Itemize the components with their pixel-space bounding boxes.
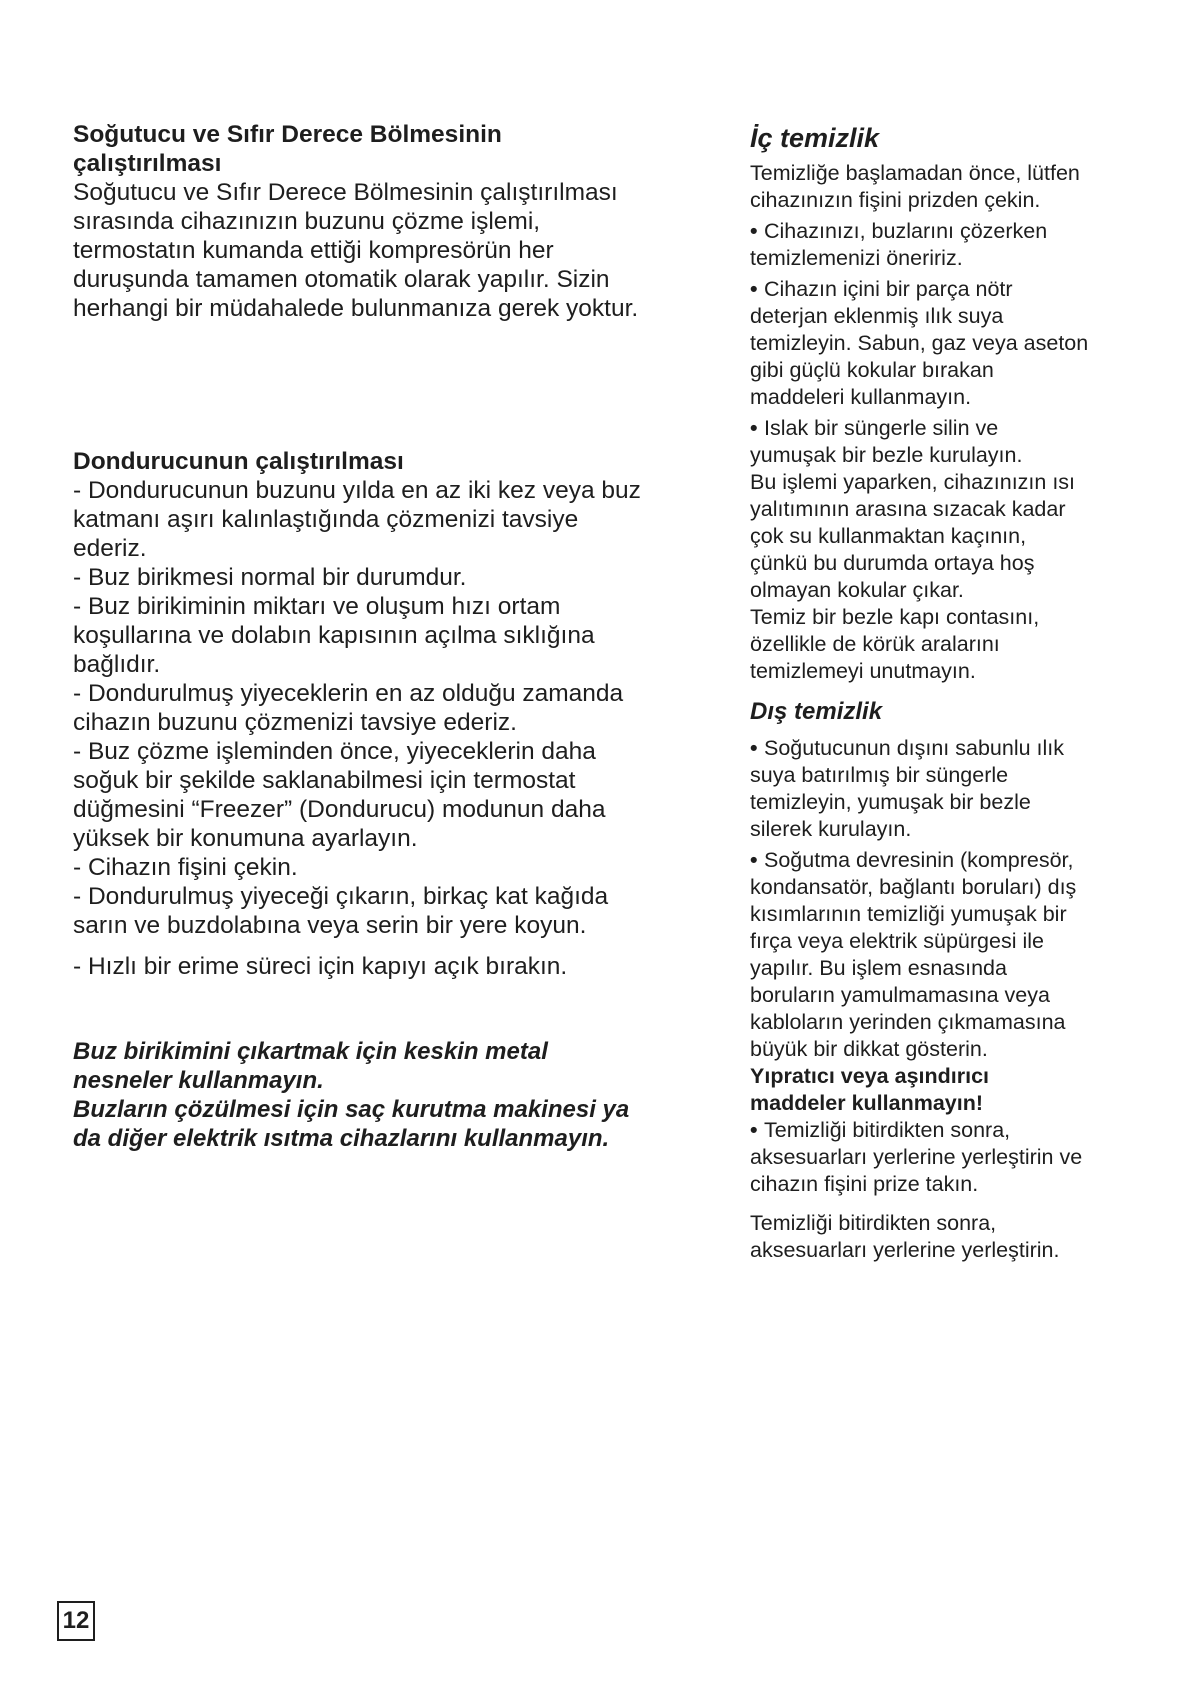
text-line: büyük bir dikkat gösterin. [750,1037,988,1061]
text-line: maddeler kullanmayın! [750,1091,983,1115]
outer-bullet-2 [750,847,1150,1063]
text-line: kondansatör, bağlantı boruları) dış [750,875,1077,899]
body-line: ederiz. [73,535,147,562]
inner-bullet-3 [750,415,1150,469]
warning-text [73,1037,693,1153]
body-line: - Dondurulmuş yiyeceklerin en az olduğu zamanda [73,680,624,707]
body-line: - Buz birikmesi normal bir durumdur. [73,564,467,591]
bullet-icon: • [750,219,758,243]
text-line: temizlemeyi unutmayın. [750,659,976,683]
outer-bullet-1 [750,735,1150,843]
body-line: - Dondurucunun buzunu yılda en az iki kez veya buz [73,477,641,504]
right-column [750,120,1150,1264]
body-line: sarın ve buzdolabına veya serin bir yere koyun. [73,912,587,939]
text-line: Soğutma devresinin (kompresör, [764,848,1074,872]
body-line: termostatın kumanda ettiği kompresörün her [73,237,554,264]
text-line: gibi güçlü kokular bırakan [750,358,994,382]
section1-title [73,120,693,178]
text-line: çok su kullanmaktan kaçının, [750,524,1027,548]
body-line: Soğutucu ve Sıfır Derece Bölmesinin çalıştırılması [73,179,618,206]
section2-body [73,476,693,940]
body-line: yüksek bir konumuna ayarlayın. [73,825,418,852]
section1-title-line: çalıştırılması [73,150,222,177]
text-line: Cihazınızı, buzlarını çözerken [764,219,1048,243]
left-column [73,120,693,1153]
text-line: yapılır. Bu işlem esnasında [750,956,1007,980]
outer-warning [750,1063,1150,1117]
text-line: deterjan eklenmiş ılık suya [750,304,1004,328]
text-line: temizlemenizi öneririz. [750,246,963,270]
text-line: Yıpratıcı veya aşındırıcı [750,1064,990,1088]
text-line: kabloların yerinden çıkmamasına [750,1010,1066,1034]
warning-line: da diğer elektrik ısıtma cihazlarını kullanmayın. [73,1125,610,1152]
text-line: aksesuarları yerlerine yerleştirin. [750,1238,1060,1262]
body-line: düğmesini “Freezer” (Dondurucu) modunun daha [73,796,606,823]
text-line: Temiz bir bezle kapı contasını, [750,605,1040,629]
body-line: soğuk bir şekilde saklanabilmesi için termostat [73,767,576,794]
body-line: cihazın buzunu çözmenizi tavsiye ederiz. [73,709,517,736]
text-line: Cihazın içini bir parça nötr [764,277,1013,301]
warning-line: Buzların çözülmesi için saç kurutma makinesi ya [73,1096,630,1123]
inner-bullet-1 [750,218,1150,272]
text-line: cihazın fişini prize takın. [750,1172,979,1196]
closing-text [750,1210,1150,1264]
body-line: bağlıdır. [73,651,161,678]
inner-cleaning-title: İç temizlik [750,123,880,153]
text-line: aksesuarları yerlerine yerleştirin ve [750,1145,1083,1169]
body-line: sırasında cihazınızın buzunu çözme işlemi, [73,208,541,235]
text-line: suya batırılmış bir süngerle [750,763,1009,787]
text-line: kısımlarının temizliği yumuşak bir [750,902,1067,926]
inner-text [750,469,1150,685]
body-line: duruşunda tamamen otomatik olarak yapılır. Sizin [73,266,610,293]
bullet-icon: • [750,848,758,872]
warning-line: Buz birikimini çıkartmak için keskin metal [73,1038,548,1065]
outer-bullet-3 [750,1117,1150,1198]
text-line: cihazınızın fişini prizden çekin. [750,188,1041,212]
bullet-icon: • [750,1118,758,1142]
outer-cleaning-title: Dış temizlik [750,698,883,725]
bullet-icon: • [750,277,758,301]
text-line: özellikle de körük aralarını [750,632,1000,656]
section2-last-line: - Hızlı bir erime süreci için kapıyı açık bırakın. [73,953,568,980]
warning-line: nesneler kullanmayın. [73,1067,324,1094]
text-line: yalıtımının arasına sızacak kadar [750,497,1066,521]
text-line: Soğutucunun dışını sabunlu ılık [764,736,1065,760]
body-line: koşullarına ve dolabın kapısının açılma sıklığına [73,622,595,649]
text-line: boruların yamulmamasına veya [750,983,1050,1007]
body-line: - Cihazın fişini çekin. [73,854,298,881]
body-line: - Buz çözme işleminden önce, yiyeceklerin daha [73,738,596,765]
text-line: çünkü bu durumda ortaya hoş [750,551,1035,575]
text-line: Temizliğe başlamadan önce, lütfen [750,161,1080,185]
text-line: Temizliği bitirdikten sonra, [750,1211,997,1235]
bullet-icon: • [750,736,758,760]
text-line: Temizliği bitirdikten sonra, [764,1118,1011,1142]
text-line: temizleyin. Sabun, gaz veya aseton [750,331,1089,355]
text-line: fırça veya elektrik süpürgesi ile [750,929,1044,953]
text-line: maddeleri kullanmayın. [750,385,972,409]
page-number: 12 [57,1601,95,1641]
section1-body [73,178,693,323]
text-line: temizleyin, yumuşak bir bezle [750,790,1031,814]
body-line: katmanı aşırı kalınlaştığında çözmenizi tavsiye [73,506,579,533]
text-line: yumuşak bir bezle kurulayın. [750,443,1023,467]
text-line: silerek kurulayın. [750,817,912,841]
body-line: - Buz birikiminin miktarı ve oluşum hızı ortam [73,593,561,620]
text-line: Islak bir süngerle silin ve [764,416,999,440]
section2-title: Dondurucunun çalıştırılması [73,448,404,475]
inner-bullet-2 [750,276,1150,411]
text-line: olmayan kokular çıkar. [750,578,964,602]
bullet-icon: • [750,416,758,440]
text-line: Bu işlemi yaparken, cihazınızın ısı [750,470,1076,494]
section1-title-line: Soğutucu ve Sıfır Derece Bölmesinin [73,121,502,148]
body-line: - Dondurulmuş yiyeceği çıkarın, birkaç kat kağıda [73,883,609,910]
inner-intro [750,160,1150,214]
body-line: herhangi bir müdahalede bulunmanıza gerek yoktur. [73,295,639,322]
